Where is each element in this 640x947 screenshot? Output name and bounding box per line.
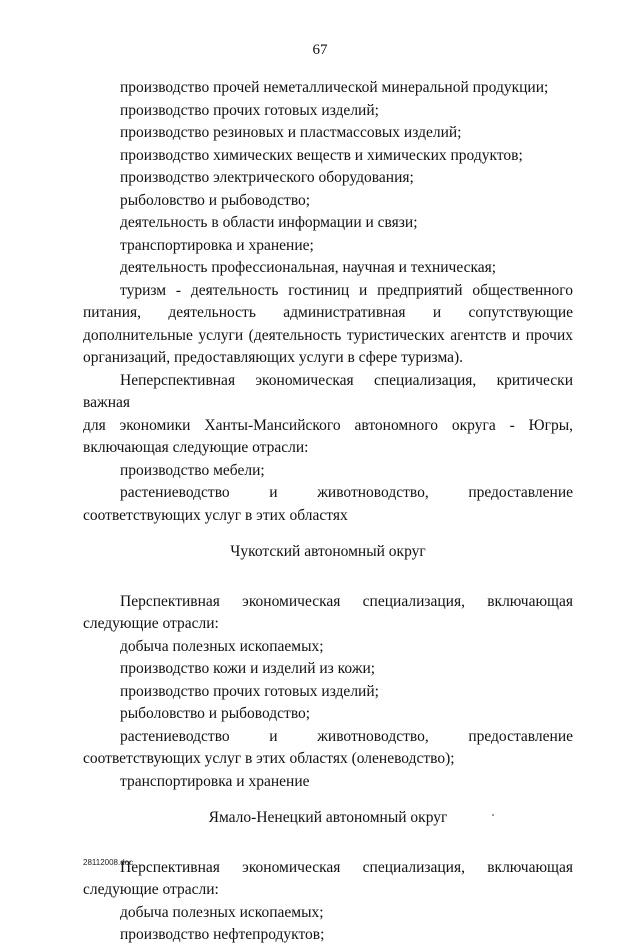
intro-paragraph-line: следующие отрасли: xyxy=(83,881,219,898)
list-item: растениеводство и животноводство, предоставление xyxy=(120,484,573,501)
list-item: транспортировка и хранение; xyxy=(120,236,314,254)
section-heading-yamal: Ямало-Ненецкий автономный округ xyxy=(208,809,448,826)
list-item-continuation: соответствующих услуг в этих областях xyxy=(83,506,348,524)
list-item: производство нефтепродуктов; xyxy=(120,926,325,943)
list-item: деятельность профессиональная, научная и техническая; xyxy=(120,259,497,276)
list-item: растениеводство и животноводство, предоставление xyxy=(120,727,573,745)
section-heading-chukotka: Чукотский автономный округ xyxy=(230,543,426,560)
list-item: производство резиновых и пластмассовых изделий; xyxy=(120,124,462,141)
list-item: рыболовство и рыбоводство; xyxy=(120,705,311,722)
list-item: производство химических веществ и химических продуктов; xyxy=(120,146,523,164)
tourism-paragraph-line: питания, деятельность административная и сопутствующие xyxy=(83,304,573,321)
tourism-paragraph-rest: дополнительные услуги (деятельность туристических агентств и прочих организаций, предоставляющих услуги в сфере туризма). xyxy=(83,326,573,366)
intro-paragraph-line: следующие отрасли: xyxy=(83,615,219,632)
intro-paragraph-line: Перспективная экономическая специализация, включающая xyxy=(120,592,573,610)
list-item: производство электрического оборудования; xyxy=(120,169,414,186)
list-item: производство мебели; xyxy=(120,461,265,479)
document-body xyxy=(83,77,573,947)
intro-paragraph-line: Перспективная экономическая специализация, включающая xyxy=(120,858,573,876)
list-item: рыболовство и рыбоводство; xyxy=(120,191,311,209)
list-item: деятельность в области информации и связи; xyxy=(120,214,418,231)
list-item: производство прочей неметаллической минеральной продукции; xyxy=(120,79,549,96)
critical-paragraph-line: для экономики Ханты-Мансийского автономного округа - Югры, xyxy=(83,416,573,434)
list-item-continuation: соответствующих услуг в этих областях (оленеводство); xyxy=(83,750,455,767)
list-item: производство прочих готовых изделий; xyxy=(120,682,379,700)
list-item: добыча полезных ископаемых; xyxy=(120,637,324,655)
page-number: 67 xyxy=(312,42,328,58)
critical-paragraph-line: Неперспективная экономическая специализация, критически важная xyxy=(83,371,573,411)
scan-speck xyxy=(492,814,494,816)
footer-filename: 28112008.doc xyxy=(83,858,134,867)
critical-paragraph-line: включающая следующие отрасли: xyxy=(83,439,309,456)
list-item: производство кожи и изделий из кожи; xyxy=(120,660,376,677)
tourism-paragraph-line: туризм - деятельность гостиниц и предприятий общественного xyxy=(120,281,573,299)
list-item: транспортировка и хранение xyxy=(120,772,310,790)
list-item: добыча полезных ископаемых; xyxy=(120,903,324,921)
list-item: производство прочих готовых изделий; xyxy=(120,101,379,119)
